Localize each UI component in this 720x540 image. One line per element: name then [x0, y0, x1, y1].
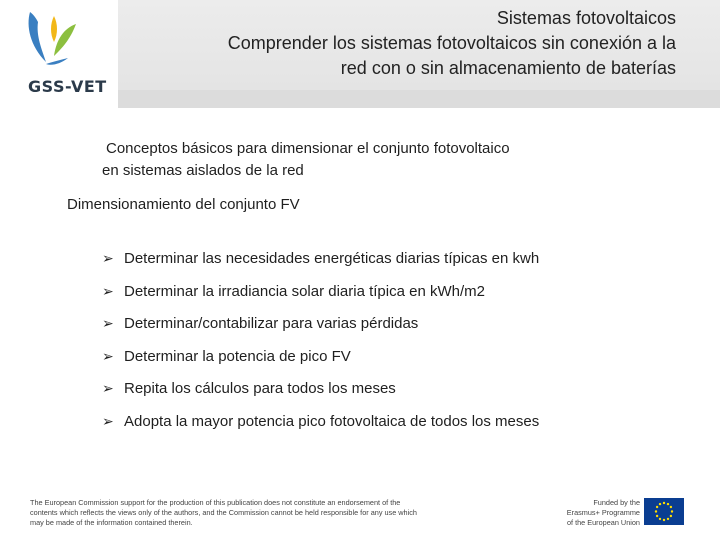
- gss-vet-logo-icon: [24, 6, 84, 74]
- list-item: [102, 248, 539, 281]
- list-item-text: Repita los cálculos para todos los meses: [124, 380, 396, 397]
- disclaimer-line-1: The European Commission support for the production of this publication does not constitute an endorsement of the: [30, 498, 401, 507]
- disclaimer-line-3: may be made of the information contained therein.: [30, 518, 193, 527]
- arrow-bullet-icon: ➢: [102, 283, 114, 300]
- list-item: [102, 346, 539, 379]
- subtitle-line-2: en sistemas aislados de la red: [102, 162, 304, 179]
- list-item-text: Determinar la potencia de pico FV: [124, 347, 351, 365]
- arrow-bullet-icon: ➢: [102, 316, 114, 332]
- list-item: [102, 378, 539, 411]
- arrow-bullet-icon: ➢: [102, 413, 114, 430]
- list-item-text: Determinar las necesidades energéticas diarias típicas en kwh: [124, 250, 540, 267]
- subtitle: [102, 138, 622, 182]
- section-title: Dimensionamiento del conjunto FV: [67, 196, 300, 213]
- title-line-1: Sistemas fotovoltaicos: [496, 8, 676, 28]
- arrow-bullet-icon: ➢: [102, 251, 114, 267]
- list-item-text: Determinar/contabilizar para varias pérdidas: [124, 315, 419, 332]
- arrow-bullet-icon: ➢: [102, 348, 114, 365]
- bullet-list: [102, 248, 539, 443]
- list-item: [102, 313, 539, 346]
- title-line-3: red con o sin almacenamiento de baterías: [340, 58, 676, 78]
- list-item: [102, 281, 539, 314]
- logo: [0, 0, 118, 108]
- arrow-bullet-icon: ➢: [102, 381, 114, 397]
- list-item-text: Adopta la mayor potencia pico fotovoltaica de todos los meses: [124, 412, 540, 430]
- subtitle-line-1: Conceptos básicos para dimensionar el conjunto fotovoltaico: [106, 140, 510, 157]
- eu-line-1: Funded by the: [593, 498, 640, 507]
- header-stripe: [118, 90, 720, 108]
- eu-line-2: Erasmus+ Programme: [566, 508, 640, 517]
- eu-flag-icon: [644, 498, 684, 525]
- disclaimer-line-2: contents which reflects the views only of the authors, and the Commission cannot be held responsible for any use which: [30, 508, 417, 517]
- eu-line-3: of the European Union: [566, 518, 640, 527]
- slide-title: [116, 6, 676, 81]
- eu-disclaimer: [30, 498, 450, 528]
- eu-funding-text: [556, 498, 640, 528]
- list-item: [102, 411, 539, 444]
- title-line-2: Comprender los sistemas fotovoltaicos sin conexión a la: [227, 33, 676, 53]
- list-item-text: Determinar la irradiancia solar diaria típica en kWh/m2: [124, 282, 485, 300]
- logo-text: GSS-VET: [28, 77, 107, 96]
